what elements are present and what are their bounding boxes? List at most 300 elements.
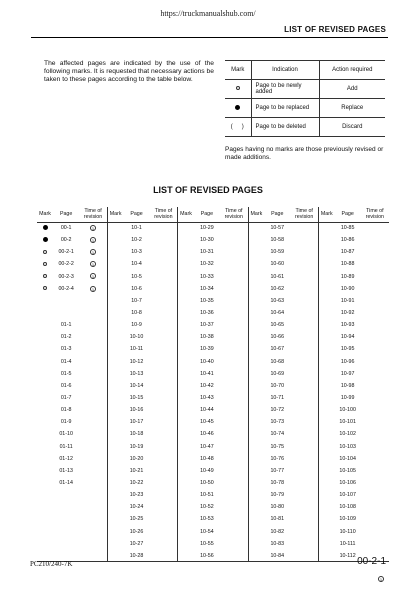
mark-cell: [37, 356, 53, 368]
table-row: [37, 368, 389, 380]
table-row: [37, 465, 389, 477]
revision-cell: [290, 283, 318, 295]
revision-cell: [290, 428, 318, 440]
mark-cell: [248, 465, 264, 477]
page-cell: 10-103: [339, 443, 356, 450]
revision-cell: [361, 392, 389, 404]
mark-cell: [37, 441, 53, 453]
page-cell: 10-59: [270, 249, 285, 256]
revision-cell: [150, 441, 178, 453]
revision-cell: [150, 343, 178, 355]
mark-cell: [248, 356, 264, 368]
revision-cell: [361, 416, 389, 428]
page-cell: 10-104: [339, 455, 356, 462]
mark-cell: [178, 307, 194, 319]
mark-cell: [319, 271, 335, 283]
revision-cell: [220, 271, 248, 283]
mark-cell: [248, 538, 264, 550]
mark-cell: [178, 416, 194, 428]
column-header-page: Page: [123, 207, 149, 222]
page-cell: 10-46: [200, 431, 214, 438]
mark-cell: [319, 319, 335, 331]
page-cell: 10-8: [131, 310, 142, 317]
mark-cell: [319, 428, 335, 440]
column-header-page: Page: [194, 207, 220, 222]
page-cell: 10-91: [340, 297, 355, 304]
footer-model: PC210/240-7K: [30, 560, 73, 568]
mark-cell: [107, 453, 123, 465]
page-cell: 10-54: [200, 528, 214, 535]
table-row: [37, 380, 389, 392]
page-cell: 01-1: [60, 322, 72, 329]
intro-paragraph: The affected pages are indicated by the use of the following marks. It is requested that necessary actions be taken to these pages according to the table below.: [44, 60, 214, 84]
mark-cell: [107, 222, 123, 234]
revision-cell: [220, 441, 248, 453]
page-cell: 01-2: [60, 334, 72, 341]
page-cell: [53, 489, 79, 501]
page-cell: 10-67: [270, 346, 285, 353]
revision-cell: [220, 453, 248, 465]
revision-cell: [150, 465, 178, 477]
page-cell: 10-23: [129, 492, 144, 499]
mark-cell: [248, 477, 264, 489]
revision-cell: [150, 331, 178, 343]
page-cell: 10-112: [335, 550, 361, 562]
revision-number-icon: 1: [91, 286, 95, 292]
revision-cell: [290, 538, 318, 550]
page-cell: 10-105: [339, 467, 356, 474]
revision-cell: [220, 307, 248, 319]
mark-cell: [178, 380, 194, 392]
page-cell: 10-77: [270, 467, 285, 474]
page-cell: 10-63: [270, 297, 285, 304]
mark-cell: [178, 356, 194, 368]
page-cell: 10-32: [200, 261, 214, 268]
page-cell: 10-27: [129, 540, 144, 547]
page-cell: 10-95: [340, 346, 355, 353]
mark-cell: [37, 526, 53, 538]
page-cell: 10-108: [339, 504, 356, 511]
mark-cell: [107, 428, 123, 440]
page-cell: 10-41: [200, 370, 214, 377]
mark-cell: [37, 392, 53, 404]
mark-cell: [319, 550, 335, 562]
mark-cell: [37, 222, 53, 234]
revision-cell: [220, 295, 248, 307]
mark-cell: [178, 258, 194, 270]
legend-row-add: [225, 80, 385, 99]
revision-cell: [150, 526, 178, 538]
mark-cell: [37, 380, 53, 392]
revision-cell: [290, 307, 318, 319]
page-cell: 10-16: [129, 407, 144, 414]
table-row: [37, 271, 389, 283]
page-cell: 10-21: [129, 467, 144, 474]
table-row: [37, 331, 389, 343]
mark-cell: [248, 380, 264, 392]
column-header-mark: Mark: [178, 207, 194, 222]
mark-cell: [107, 319, 123, 331]
page-cell: 10-18: [129, 431, 144, 438]
mark-cell: [37, 343, 53, 355]
new-page-mark-icon: [43, 262, 47, 266]
revision-cell: [361, 513, 389, 525]
revision-cell: [220, 550, 248, 562]
table-row: [37, 356, 389, 368]
mark-cell: [107, 295, 123, 307]
revision-cell: [150, 222, 178, 234]
revision-cell: [220, 416, 248, 428]
revision-cell: [290, 271, 318, 283]
mark-cell: [178, 526, 194, 538]
mark-cell: [248, 453, 264, 465]
table-row: [37, 477, 389, 489]
page-cell: 10-52: [200, 504, 214, 511]
mark-cell: [248, 489, 264, 501]
page-cell: 10-58: [270, 237, 285, 244]
page-cell: 00-1: [60, 225, 72, 232]
page-cell: 10-13: [129, 370, 144, 377]
revision-cell: [79, 416, 107, 428]
legend-indication: Page to be newly added: [251, 80, 319, 99]
revision-cell: [290, 550, 318, 562]
mark-cell: [178, 441, 194, 453]
mark-cell: [319, 441, 335, 453]
header-title: LIST OF REVISED PAGES: [284, 25, 386, 34]
revision-cell: [361, 465, 389, 477]
page-cell: 01-8: [60, 407, 72, 414]
page-cell: 10-79: [270, 492, 285, 499]
page-cell: 00-2-2: [58, 261, 74, 268]
page-cell: 10-97: [340, 370, 355, 377]
page-cell: [53, 513, 79, 525]
page-cell: 10-14: [129, 382, 144, 389]
page-cell: 10-69: [270, 370, 285, 377]
mark-cell: [178, 477, 194, 489]
mark-cell: [107, 404, 123, 416]
page-cell: 10-30: [200, 237, 214, 244]
page-cell: 10-31: [200, 249, 214, 256]
revision-cell: [361, 246, 389, 258]
mark-cell: [178, 271, 194, 283]
page-cell: 10-49: [200, 467, 214, 474]
revision-cell: [361, 501, 389, 513]
revision-cell: [361, 295, 389, 307]
revision-cell: [150, 307, 178, 319]
revision-cell: [220, 319, 248, 331]
mark-cell: [248, 501, 264, 513]
revision-cell: [290, 295, 318, 307]
mark-cell: [319, 513, 335, 525]
page-cell: 10-88: [340, 261, 355, 268]
page-cell: 01-5: [60, 370, 72, 377]
page-cell: 10-4: [131, 261, 142, 268]
revision-cell: [150, 380, 178, 392]
page-cell: 10-71: [270, 395, 285, 402]
mark-cell: [37, 271, 53, 283]
mark-cell: [319, 368, 335, 380]
page-cell: 10-89: [340, 273, 355, 280]
revision-cell: [79, 501, 107, 513]
page-cell: 10-2: [131, 237, 142, 244]
page-cell: 01-4: [60, 358, 72, 365]
revision-cell: [290, 416, 318, 428]
page-cell: 10-56: [194, 550, 220, 562]
mark-cell: [178, 222, 194, 234]
revision-cell: [220, 428, 248, 440]
mark-cell: [248, 234, 264, 246]
revision-cell: [290, 343, 318, 355]
page-cell: 01-10: [59, 431, 73, 438]
mark-cell: [319, 356, 335, 368]
revision-cell: [290, 501, 318, 513]
revision-cell: [290, 331, 318, 343]
revision-cell: [150, 404, 178, 416]
mark-cell: [37, 234, 53, 246]
legend-action: Discard: [319, 118, 385, 137]
page-cell: 10-11: [129, 346, 144, 353]
revision-cell: [361, 356, 389, 368]
mark-cell: [319, 416, 335, 428]
revision-cell: [290, 246, 318, 258]
legend-header-row: [225, 61, 385, 80]
table-row: [37, 526, 389, 538]
revision-cell: [79, 477, 107, 489]
mark-cell: [107, 538, 123, 550]
mark-cell: [178, 331, 194, 343]
revision-cell: [361, 368, 389, 380]
mark-cell: [107, 489, 123, 501]
page-cell: 10-83: [270, 540, 285, 547]
column-header-rev: Time of revision: [79, 207, 107, 222]
revision-cell: [220, 538, 248, 550]
mark-cell: [319, 234, 335, 246]
revision-cell: [290, 489, 318, 501]
legend-table: [225, 60, 385, 137]
revision-cell: [150, 368, 178, 380]
page-cell: 00-2-3: [58, 273, 74, 280]
revision-cell: [79, 441, 107, 453]
mark-cell: [319, 477, 335, 489]
revision-cell: [79, 465, 107, 477]
revision-cell: [79, 538, 107, 550]
mark-cell: [248, 428, 264, 440]
page-cell: 10-72: [270, 407, 285, 414]
mark-cell: [178, 513, 194, 525]
page-cell: 10-40: [200, 358, 214, 365]
revision-cell: [361, 477, 389, 489]
replaced-page-mark-icon: [43, 225, 48, 230]
page-cell: 10-73: [270, 419, 285, 426]
mark-cell: [319, 489, 335, 501]
mark-cell: [37, 416, 53, 428]
table-row: [37, 416, 389, 428]
footer-revision-icon: 1: [379, 576, 383, 582]
mark-cell: [37, 465, 53, 477]
page-cell: 10-92: [340, 310, 355, 317]
mark-cell: [248, 246, 264, 258]
mark-cell: [319, 380, 335, 392]
page-cell: 10-61: [270, 273, 285, 280]
table-row: [37, 441, 389, 453]
legend-row-delete: [225, 118, 385, 137]
mark-cell: [248, 526, 264, 538]
revision-cell: [290, 513, 318, 525]
replaced-page-mark-icon: [43, 237, 48, 242]
mark-cell: [107, 234, 123, 246]
mark-cell: [319, 343, 335, 355]
revision-cell: [220, 258, 248, 270]
revision-cell: [290, 319, 318, 331]
page-cell: 10-35: [200, 297, 214, 304]
column-header-mark: Mark: [107, 207, 123, 222]
revision-cell: [290, 380, 318, 392]
mark-cell: [37, 428, 53, 440]
revision-cell: [361, 380, 389, 392]
revision-cell: [79, 234, 107, 246]
page-cell: 10-6: [131, 285, 142, 292]
mark-cell: [178, 392, 194, 404]
page-cell: 00-2-1: [58, 249, 74, 256]
revision-cell: [220, 501, 248, 513]
column-header-rev: Time of revision: [361, 207, 389, 222]
page-cell: 10-19: [129, 443, 144, 450]
mark-cell: [107, 368, 123, 380]
page-cell: 10-47: [200, 443, 214, 450]
table-row: [37, 428, 389, 440]
table-row: [37, 246, 389, 258]
revision-cell: [79, 526, 107, 538]
revision-cell: [220, 489, 248, 501]
mark-cell: [37, 477, 53, 489]
page-cell: 10-36: [200, 310, 214, 317]
page-cell: 10-51: [200, 492, 214, 499]
revision-cell: [79, 343, 107, 355]
mark-cell: [319, 526, 335, 538]
page-cell: 10-84: [264, 550, 290, 562]
mark-cell: [319, 295, 335, 307]
mark-cell: [107, 307, 123, 319]
revision-cell: [290, 441, 318, 453]
page-cell: 10-76: [270, 455, 285, 462]
revision-cell: [79, 295, 107, 307]
revision-cell: [150, 538, 178, 550]
mark-cell: [107, 343, 123, 355]
revision-cell: [290, 258, 318, 270]
page-cell: 10-81: [270, 516, 285, 523]
revision-cell: [79, 356, 107, 368]
revision-cell: [361, 331, 389, 343]
page-cell: 10-28: [123, 550, 149, 562]
revision-cell: [150, 283, 178, 295]
table-row: [37, 307, 389, 319]
page-cell: 10-22: [129, 480, 144, 487]
mark-cell: [319, 392, 335, 404]
revision-cell: [79, 513, 107, 525]
revision-cell: [150, 501, 178, 513]
revision-number-icon: 1: [91, 250, 95, 256]
mark-cell: [319, 453, 335, 465]
mark-cell: [319, 307, 335, 319]
mark-cell: [107, 477, 123, 489]
mark-cell: [248, 441, 264, 453]
mark-cell: [319, 465, 335, 477]
page-cell: 10-48: [200, 455, 214, 462]
page-cell: 01-7: [60, 395, 72, 402]
column-header-mark: Mark: [319, 207, 335, 222]
mark-cell: [107, 283, 123, 295]
page-cell: 10-98: [340, 382, 355, 389]
revision-cell: [79, 319, 107, 331]
revision-cell: [361, 453, 389, 465]
revision-cell: [361, 538, 389, 550]
mark-cell: [248, 416, 264, 428]
table-row: [37, 258, 389, 270]
mark-cell: [319, 404, 335, 416]
mark-cell: [248, 271, 264, 283]
revision-cell: [150, 234, 178, 246]
mark-cell: [248, 319, 264, 331]
mark-cell: [107, 356, 123, 368]
page-cell: 10-99: [340, 395, 355, 402]
revision-cell: [150, 489, 178, 501]
column-header-mark: Mark: [248, 207, 264, 222]
table-row: [37, 453, 389, 465]
page-cell: 10-65: [270, 322, 285, 329]
page-cell: 10-33: [200, 273, 214, 280]
revision-cell: [290, 526, 318, 538]
page-cell: 10-111: [339, 540, 356, 547]
revision-cell: [150, 453, 178, 465]
mark-cell: [37, 319, 53, 331]
revision-cell: [79, 404, 107, 416]
new-page-mark-icon: [43, 250, 47, 254]
revision-cell: [290, 234, 318, 246]
revision-cell: [361, 283, 389, 295]
mark-cell: [178, 550, 194, 562]
revision-cell: [79, 271, 107, 283]
mark-cell: [178, 501, 194, 513]
page-cell: 10-94: [340, 334, 355, 341]
page-cell: 10-53: [200, 516, 214, 523]
revision-cell: [361, 428, 389, 440]
page-cell: 01-3: [60, 346, 72, 353]
revision-cell: [150, 271, 178, 283]
mark-cell: [248, 404, 264, 416]
mark-cell: [37, 489, 53, 501]
column-header-page: Page: [53, 207, 79, 222]
page-cell: 10-44: [200, 407, 214, 414]
page-cell: 01-12: [59, 455, 73, 462]
mark-cell: [319, 258, 335, 270]
revision-cell: [150, 513, 178, 525]
page-cell: 10-87: [340, 249, 355, 256]
column-header-rev: Time of revision: [220, 207, 248, 222]
source-url[interactable]: https://truckmanualshub.com/: [160, 9, 256, 18]
page-cell: 10-43: [200, 395, 214, 402]
mark-cell: [107, 331, 123, 343]
page-cell: 10-7: [131, 297, 142, 304]
revision-cell: [220, 283, 248, 295]
revision-cell: [150, 477, 178, 489]
mark-cell: [37, 246, 53, 258]
revision-cell: [361, 343, 389, 355]
revision-cell: [220, 234, 248, 246]
page-cell: 10-15: [129, 395, 144, 402]
page-cell: 10-66: [270, 334, 285, 341]
mark-cell: [107, 271, 123, 283]
page-cell: 10-96: [340, 358, 355, 365]
